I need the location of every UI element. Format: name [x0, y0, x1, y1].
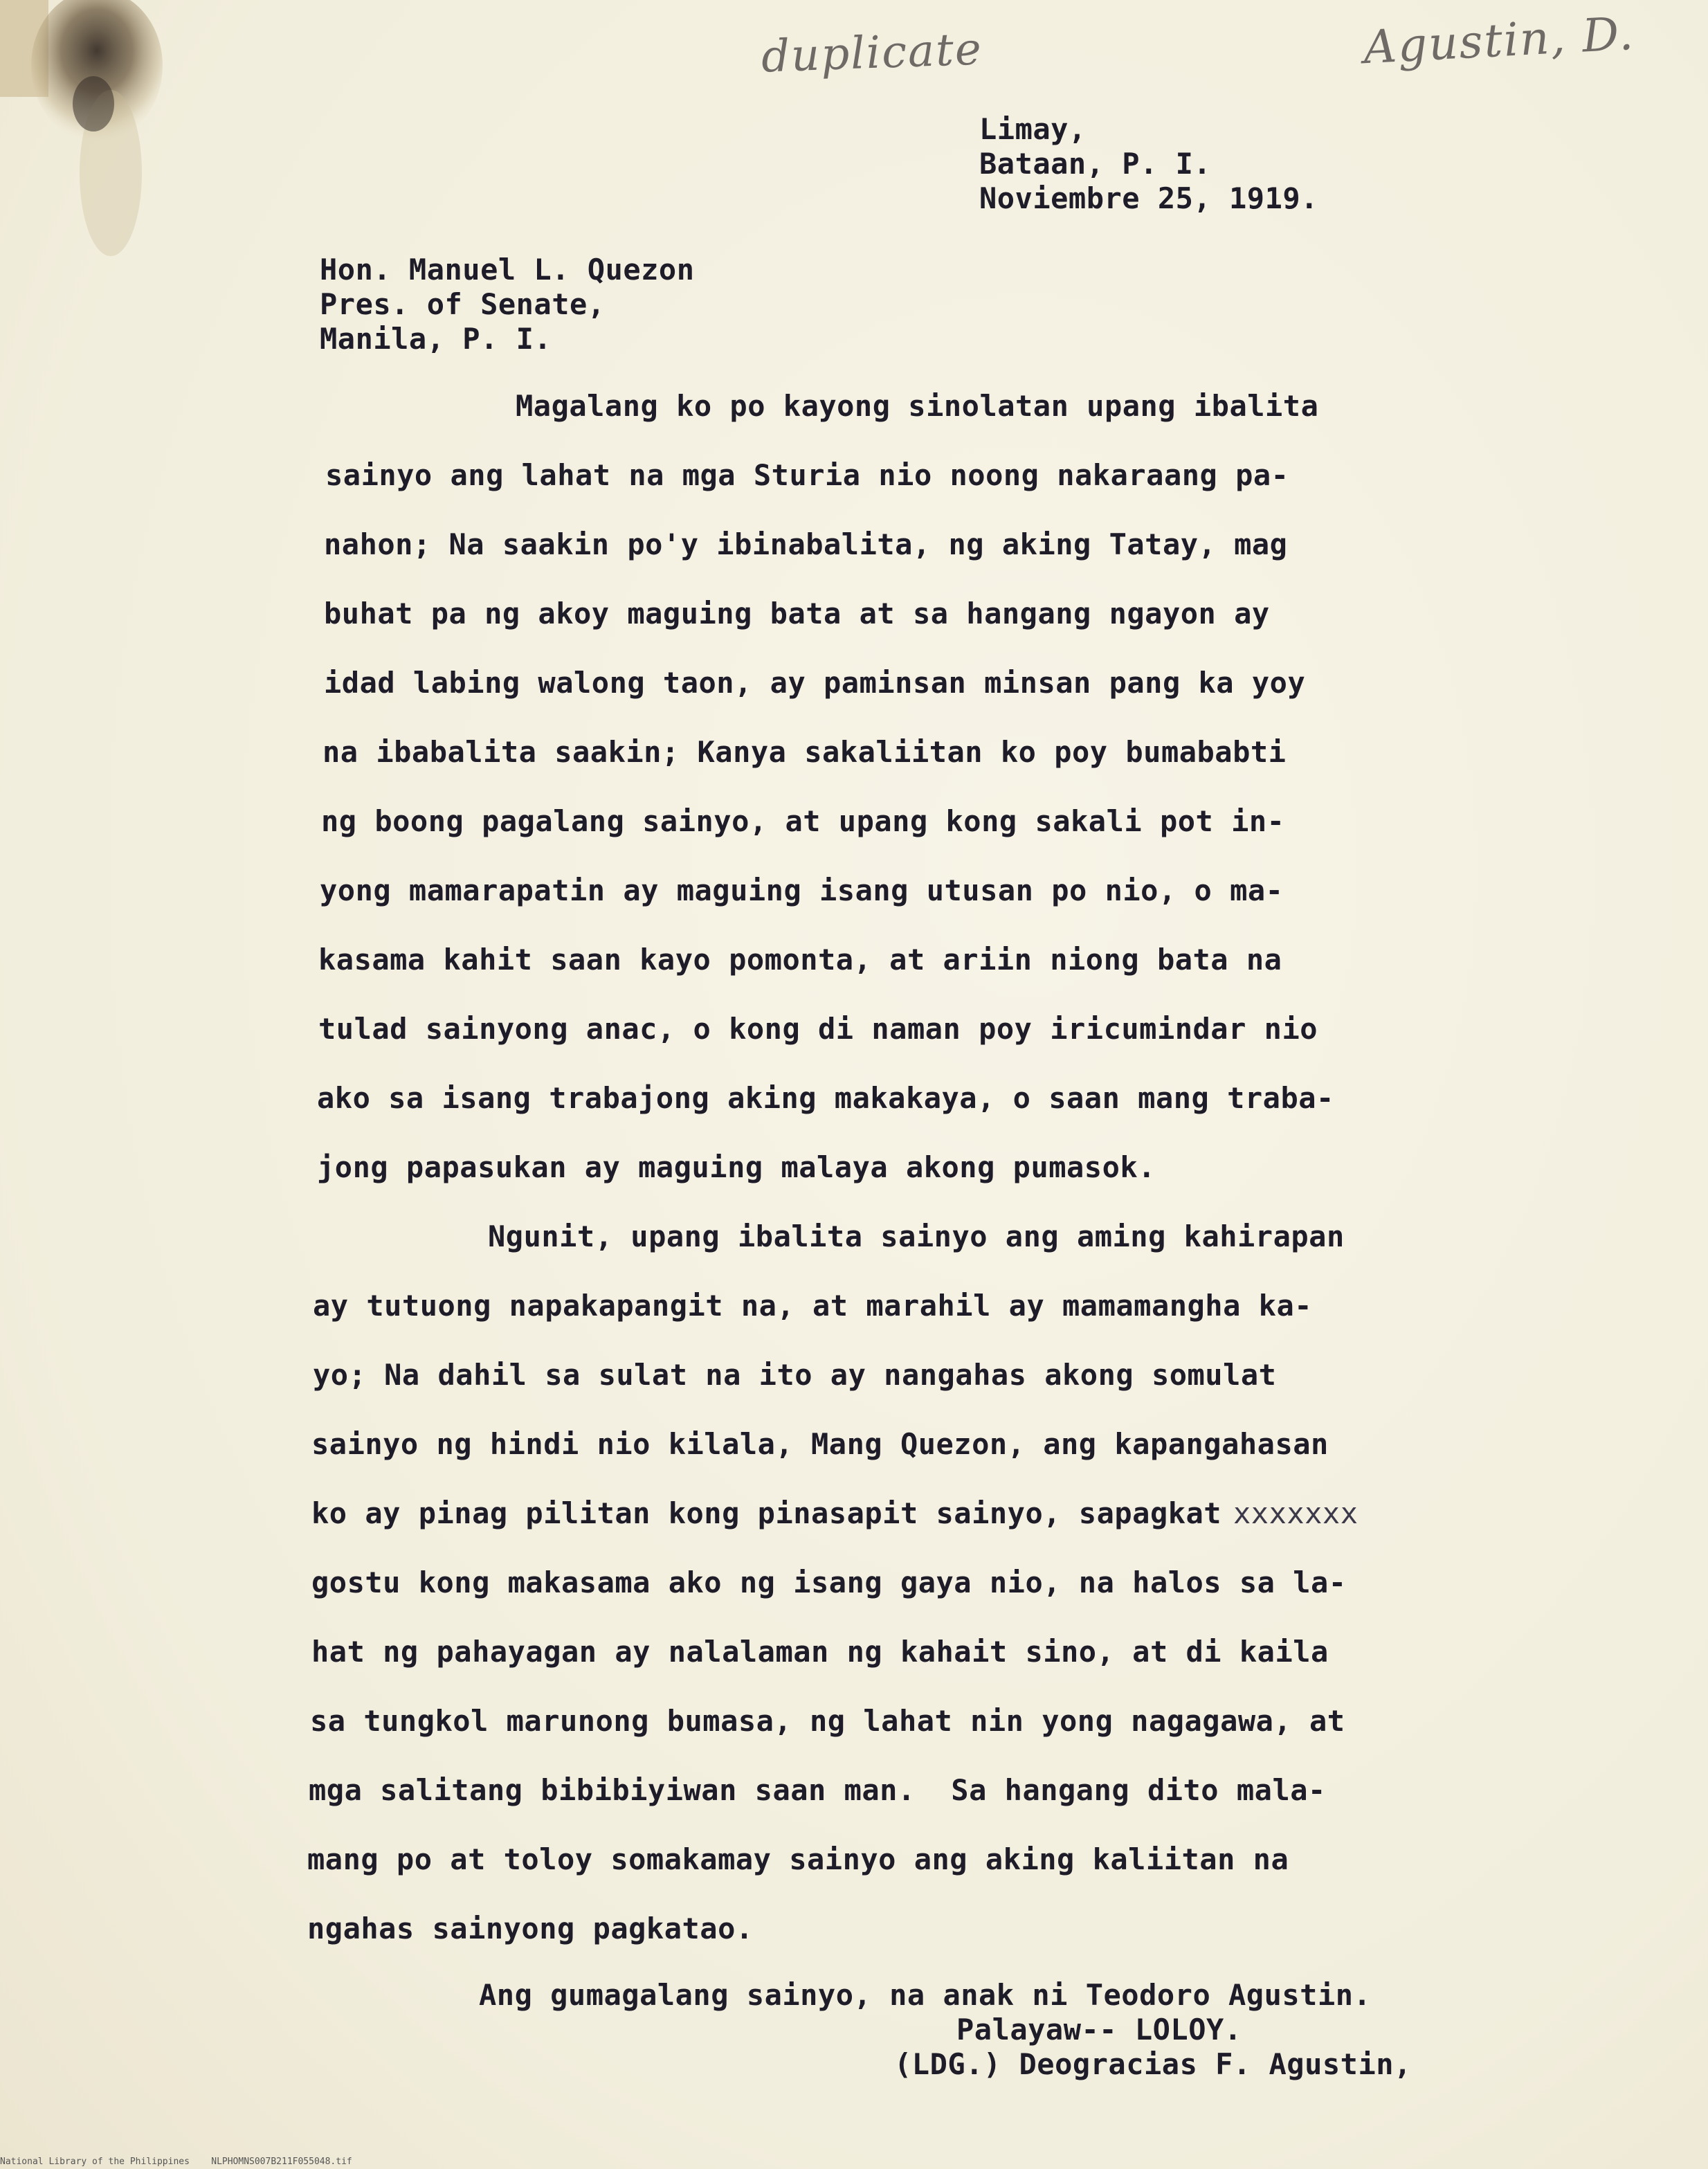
body-line: yo; Na dahil sa sulat na ito ay nangahas akong somulat	[313, 1358, 1277, 1392]
closing-line: Palayaw-- LOLOY.	[956, 2013, 1242, 2047]
body-line: mang po at toloy somakamay sainyo ang aking kaliitan na	[307, 1842, 1289, 1876]
body-line: ay tutuong napakapangit na, at marahil ay mamamangha ka-	[313, 1289, 1313, 1323]
body-line: ng boong pagalang sainyo, at upang kong sakali pot in-	[321, 804, 1285, 838]
address-line: Hon. Manuel L. Quezon	[320, 253, 695, 287]
body-line: tulad sainyong anac, o kong di naman poy iricumindar nio	[318, 1012, 1318, 1046]
archive-footer: National Library of the Philippines NLPHOMNS007B211F055048.tif	[0, 2157, 352, 2167]
body-line: yong mamarapatin ay maguing isang utusan po nio, o ma-	[320, 873, 1284, 907]
body-line: hat ng pahayagan ay nalalaman ng kahait sino, at di kaila	[311, 1635, 1329, 1669]
dateline	[979, 112, 1318, 282]
author-annotation: Agustin, D.	[1362, 6, 1636, 75]
body-line: sainyo ng hindi nio kilala, Mang Quezon, ang kapangahasan	[311, 1427, 1329, 1461]
address-line: Pres. of Senate,	[320, 287, 606, 321]
body-line: Magalang ko po kayong sinolatan upang ibalita	[516, 389, 1319, 423]
body-line: sainyo ang lahat na mga Sturia nio noong nakaraang pa-	[325, 458, 1289, 492]
body-line: jong papasukan ay maguing malaya akong pumasok.	[317, 1150, 1156, 1184]
closing-line: Ang gumagalang sainyo, na anak ni Teodoro Agustin.	[479, 1978, 1372, 2012]
body-line: ko ay pinag pilitan kong pinasapit sainyo, sapagkat	[311, 1496, 1222, 1530]
address-block	[320, 253, 695, 422]
body-line: ngahas sainyong pagkatao.	[307, 1912, 754, 1945]
address-line: Manila, P. I.	[320, 322, 552, 356]
body-line: mga salitang bibibiyiwan saan man. Sa hangang dito mala-	[309, 1773, 1326, 1807]
duplicate-annotation: duplicate	[760, 24, 983, 83]
body-line: idad labing walong taon, ay paminsan minsan pang ka yoy	[324, 666, 1306, 700]
body-line: kasama kahit saan kayo pomonta, at ariin niong bata na	[318, 943, 1282, 977]
body-line: ako sa isang trabajong aking makakaya, o saan mang traba-	[317, 1081, 1334, 1115]
body-line: sa tungkol marunong bumasa, ng lahat nin yong nagagawa, at	[310, 1704, 1345, 1738]
body-line: gostu kong makasama ako ng isang gaya nio, na halos sa la-	[311, 1566, 1347, 1599]
body-line: nahon; Na saakin po'y ibinabalita, ng aking Tatay, mag	[324, 527, 1288, 561]
dateline-line: Bataan, P. I.	[979, 147, 1212, 181]
dateline-line: Limay,	[979, 112, 1087, 146]
body-line: buhat pa ng akoy maguing bata at sa hangang ngayon ay	[324, 597, 1270, 630]
dateline-line: Noviembre 25, 1919.	[979, 181, 1318, 215]
body-line: na ibabalita saakin; Kanya sakaliitan ko poy bumababti	[322, 735, 1287, 769]
struck-text: xxxxxxx	[1233, 1496, 1359, 1530]
body-line: Ngunit, upang ibalita sainyo ang aming kahirapan	[488, 1219, 1345, 1253]
signature-line: (LDG.) Deogracias F. Agustin,	[894, 2047, 1412, 2081]
